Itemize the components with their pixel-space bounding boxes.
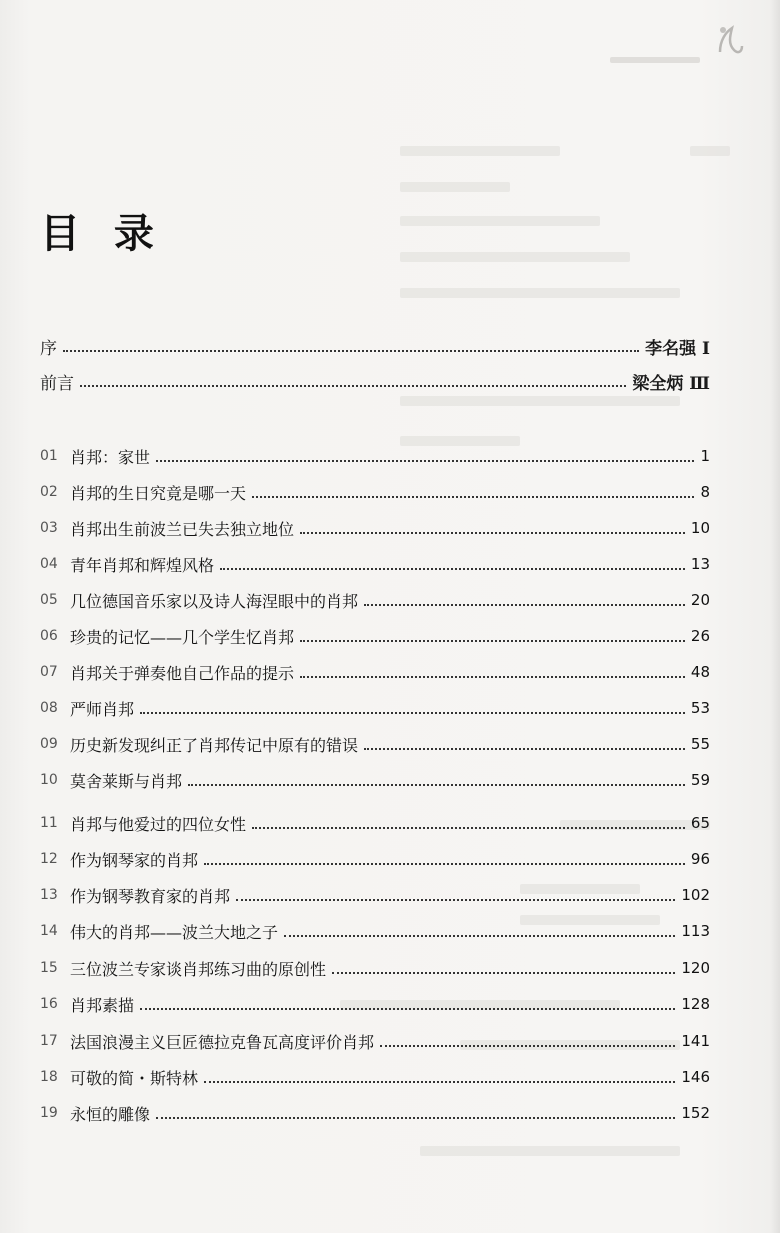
entry-page: 146 bbox=[681, 1068, 710, 1086]
entry-page: 55 bbox=[690, 735, 710, 753]
entry-number: 16 bbox=[40, 996, 58, 1012]
entry-page: 26 bbox=[690, 627, 710, 645]
dot-leader bbox=[188, 784, 685, 786]
entry-page: 96 bbox=[690, 850, 710, 868]
dot-leader bbox=[252, 827, 685, 829]
toc-entry bbox=[40, 809, 710, 837]
entry-title: 几位德国音乐家以及诗人海涅眼中的肖邦 bbox=[70, 591, 359, 611]
entry-number: 01 bbox=[40, 448, 58, 464]
entry-title: 三位波兰专家谈肖邦练习曲的原创性 bbox=[70, 959, 327, 979]
entry-page: 113 bbox=[681, 922, 710, 940]
entry-number: 14 bbox=[40, 923, 58, 939]
publisher-logo-icon bbox=[716, 22, 744, 58]
dot-leader bbox=[156, 1117, 675, 1119]
entry-page: 65 bbox=[690, 814, 710, 832]
entry-number: 04 bbox=[40, 556, 58, 572]
dot-leader bbox=[63, 350, 639, 352]
toc-entry bbox=[40, 1027, 710, 1055]
dot-leader bbox=[140, 1008, 675, 1010]
entry-number: 10 bbox=[40, 772, 58, 788]
entry-number: 15 bbox=[40, 960, 58, 976]
entry-page: 128 bbox=[681, 995, 710, 1013]
entry-page: 141 bbox=[681, 1032, 710, 1050]
dot-leader bbox=[252, 496, 694, 498]
toc-entry bbox=[40, 694, 710, 722]
entry-number: 05 bbox=[40, 592, 58, 608]
dot-leader bbox=[156, 460, 694, 462]
entry-title: 肖邦素描 bbox=[70, 995, 135, 1015]
toc-entry bbox=[40, 766, 710, 794]
toc-entry bbox=[40, 658, 710, 686]
entry-number: 08 bbox=[40, 700, 58, 716]
dot-leader bbox=[300, 640, 685, 642]
entry-title: 肖邦与他爱过的四位女性 bbox=[70, 814, 247, 834]
dot-leader bbox=[204, 1081, 675, 1083]
dot-leader bbox=[332, 972, 675, 974]
toc-entry bbox=[40, 478, 710, 506]
entry-page: 152 bbox=[681, 1104, 710, 1122]
dot-leader bbox=[380, 1045, 675, 1047]
toc-entry bbox=[40, 845, 710, 873]
entry-title: 青年肖邦和辉煌风格 bbox=[70, 555, 215, 575]
toc-entry bbox=[40, 586, 710, 614]
entry-number: 11 bbox=[40, 815, 58, 831]
entry-number: 03 bbox=[40, 520, 58, 536]
entry-title: 作为钢琴家的肖邦 bbox=[70, 850, 199, 870]
entry-number: 07 bbox=[40, 664, 58, 680]
page-edge-shadow bbox=[770, 0, 780, 1233]
entry-page: 20 bbox=[690, 591, 710, 609]
dot-leader bbox=[80, 385, 626, 387]
dot-leader bbox=[300, 676, 685, 678]
entry-title: 作为钢琴教育家的肖邦 bbox=[70, 886, 231, 906]
dot-leader bbox=[364, 604, 685, 606]
entry-number: 18 bbox=[40, 1069, 58, 1085]
entry-number: 02 bbox=[40, 484, 58, 500]
dot-leader bbox=[140, 712, 685, 714]
toc-entry bbox=[40, 1063, 710, 1091]
front-label: 序 bbox=[40, 338, 57, 359]
entry-page: 1 bbox=[700, 447, 710, 465]
toc-entry bbox=[40, 881, 710, 909]
entry-page: 48 bbox=[690, 663, 710, 681]
entry-page: 102 bbox=[681, 886, 710, 904]
entry-title: 历史新发现纠正了肖邦传记中原有的错误 bbox=[70, 735, 359, 755]
toc-entry bbox=[40, 990, 710, 1018]
entry-page: 10 bbox=[690, 519, 710, 537]
toc-entry bbox=[40, 730, 710, 758]
toc-entry bbox=[40, 514, 710, 542]
front-author-page: 梁全炳 Ⅲ bbox=[632, 373, 710, 394]
front-matter-preface bbox=[40, 333, 710, 359]
toc-entry bbox=[40, 622, 710, 650]
front-label: 前言 bbox=[40, 373, 74, 394]
entry-title: 伟大的肖邦——波兰大地之子 bbox=[70, 922, 279, 942]
dot-leader bbox=[220, 568, 685, 570]
entry-title: 法国浪漫主义巨匠德拉克鲁瓦高度评价肖邦 bbox=[70, 1032, 375, 1052]
entry-title: 肖邦关于弹奏他自己作品的提示 bbox=[70, 663, 295, 683]
toc-entry bbox=[40, 550, 710, 578]
entry-title: 肖邦：家世 bbox=[70, 447, 151, 467]
dot-leader bbox=[300, 532, 685, 534]
entry-number: 19 bbox=[40, 1105, 58, 1121]
toc-entry bbox=[40, 442, 710, 470]
toc-title: 目 录 bbox=[40, 210, 164, 257]
entry-page: 8 bbox=[700, 483, 710, 501]
entry-page: 53 bbox=[690, 699, 710, 717]
dot-leader bbox=[204, 863, 685, 865]
entry-number: 06 bbox=[40, 628, 58, 644]
entry-title: 严师肖邦 bbox=[70, 699, 135, 719]
entry-number: 17 bbox=[40, 1033, 58, 1049]
entry-number: 09 bbox=[40, 736, 58, 752]
entry-number: 12 bbox=[40, 851, 58, 867]
entry-page: 120 bbox=[681, 959, 710, 977]
entry-title: 莫舍莱斯与肖邦 bbox=[70, 771, 183, 791]
entry-title: 可敬的简・斯特林 bbox=[70, 1068, 199, 1088]
entry-number: 13 bbox=[40, 887, 58, 903]
front-matter-foreword bbox=[40, 368, 710, 394]
dot-leader bbox=[364, 748, 685, 750]
toc-entry bbox=[40, 954, 710, 982]
entry-page: 59 bbox=[690, 771, 710, 789]
toc-entry bbox=[40, 1099, 710, 1127]
running-header-mark bbox=[610, 57, 700, 63]
dot-leader bbox=[236, 899, 675, 901]
entry-title: 肖邦的生日究竟是哪一天 bbox=[70, 483, 247, 503]
entry-title: 永恒的雕像 bbox=[70, 1104, 151, 1124]
dot-leader bbox=[284, 935, 675, 937]
entry-title: 珍贵的记忆——几个学生忆肖邦 bbox=[70, 627, 295, 647]
front-author-page: 李名强 Ⅰ bbox=[645, 338, 710, 359]
toc-entry bbox=[40, 917, 710, 945]
entry-page: 13 bbox=[690, 555, 710, 573]
entry-title: 肖邦出生前波兰已失去独立地位 bbox=[70, 519, 295, 539]
